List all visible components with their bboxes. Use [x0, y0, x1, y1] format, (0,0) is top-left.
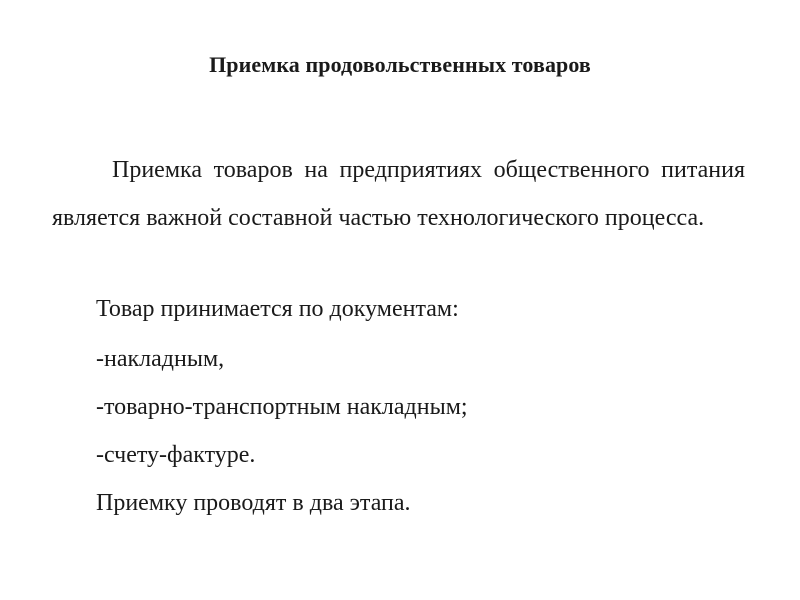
documents-intro-line: Товар принимается по документам:: [96, 296, 459, 322]
document-list-item: -товарно-транспортным накладным;: [96, 394, 468, 420]
intro-paragraph: Приемка товаров на предприятиях общественного питания является важной составной частью технологического процесса.: [52, 157, 745, 231]
document-list-item: -накладным,: [96, 346, 225, 372]
document-title: Приемка продовольственных товаров: [209, 52, 591, 77]
document-list-item: -счету-фактуре.: [96, 442, 256, 468]
stages-line: Приемку проводят в два этапа.: [96, 490, 411, 516]
